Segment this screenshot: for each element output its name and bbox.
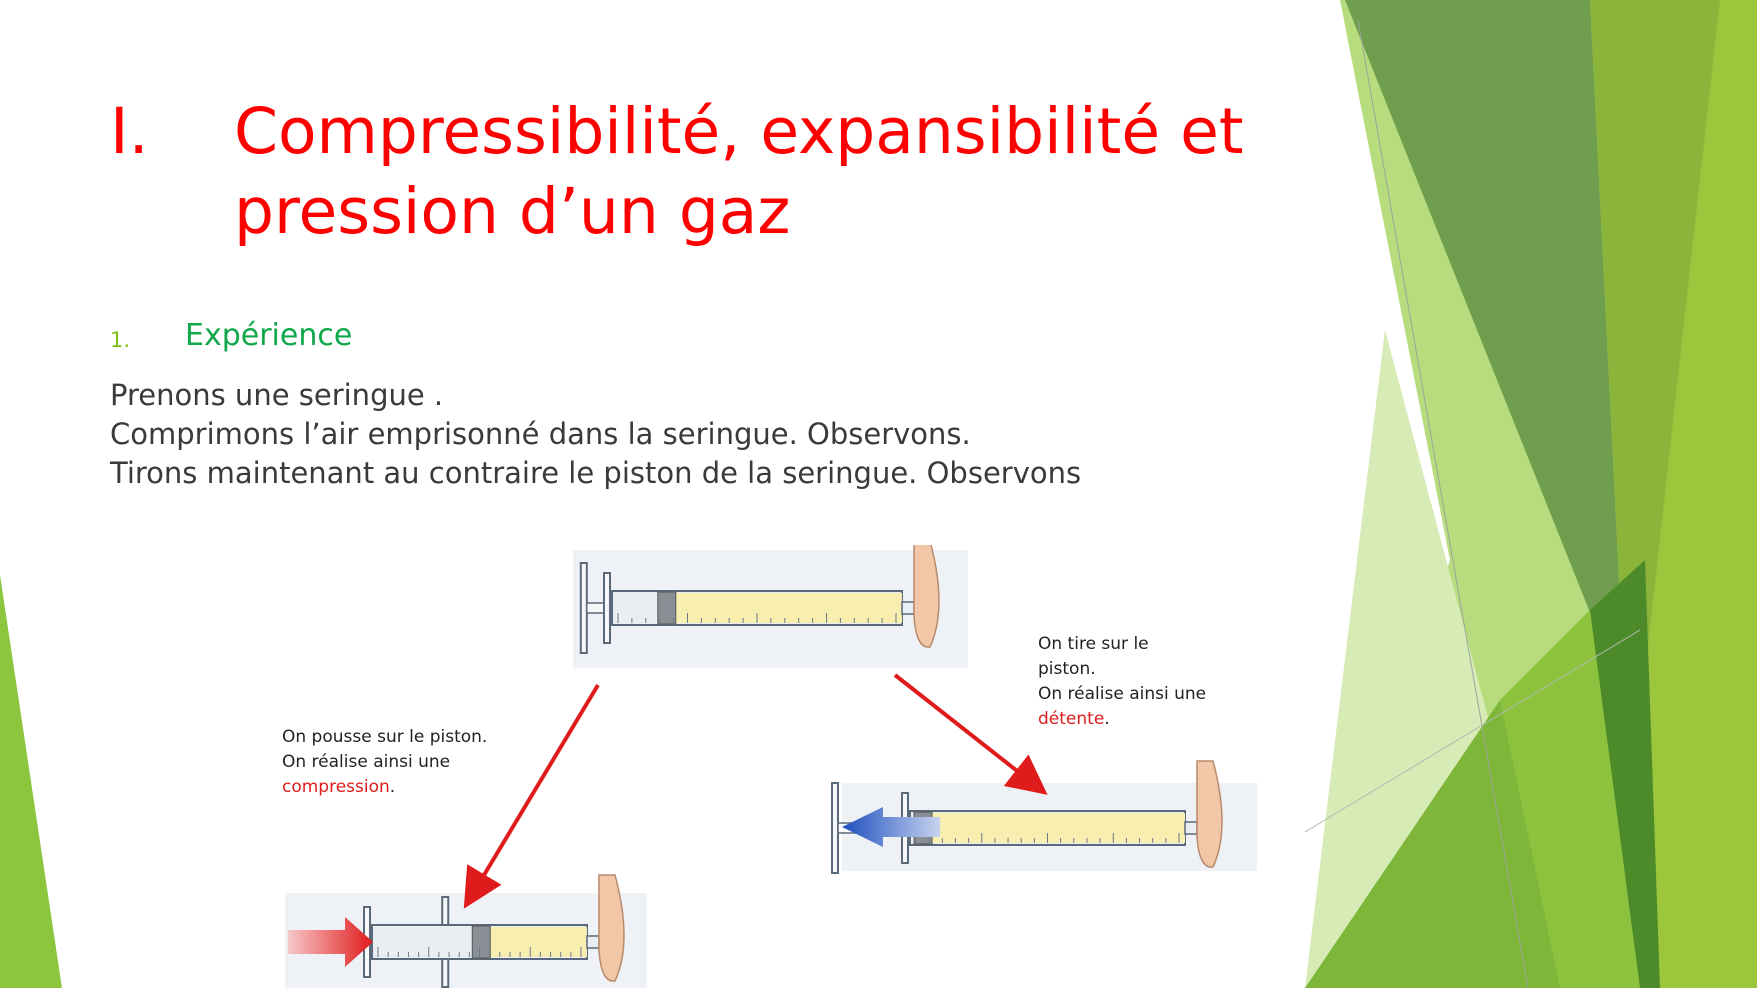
detente-highlight: détente — [1038, 709, 1105, 729]
plunger-handle — [832, 783, 838, 873]
syringe-nozzle — [587, 936, 599, 948]
detente-caption — [1038, 632, 1206, 732]
air-region — [932, 813, 1185, 843]
title-line-2: pression d’un gaz — [234, 175, 791, 248]
compression-caption-line-1: On pousse sur le piston. — [282, 727, 488, 747]
left-green-facet — [0, 575, 62, 988]
finger — [914, 545, 939, 647]
piston-head — [472, 926, 490, 958]
detente-caption-line-4 — [1038, 707, 1206, 732]
detente-caption-line-3: On réalise ainsi une — [1038, 684, 1207, 704]
title-line-1: Compressibilité, expansibilité et — [234, 95, 1244, 168]
subheading-text: Expérience — [185, 318, 353, 353]
syringe-figure — [270, 545, 1270, 988]
syringe-nozzle — [1185, 822, 1197, 834]
syringe-top — [573, 545, 968, 668]
title-number: I. — [110, 95, 149, 168]
arrow-to-compression — [472, 685, 598, 895]
body-line-3: Tirons maintenant au contraire le piston de la seringue. Observons — [110, 456, 1082, 490]
body-line-2: Comprimons l’air emprisonné dans la seringue. Observons. — [110, 417, 971, 451]
compression-caption-line-2: On réalise ainsi une — [282, 752, 451, 772]
compression-period: . — [389, 777, 396, 797]
plunger-handle — [581, 563, 587, 653]
subheading-number: 1. — [110, 328, 131, 352]
detente-period: . — [1104, 709, 1110, 729]
syringe-nozzle — [902, 602, 914, 614]
air-region — [490, 927, 587, 957]
compression-caption — [282, 725, 487, 800]
compression-caption-line-3 — [282, 775, 487, 800]
finger — [599, 875, 624, 981]
body-line-1: Prenons une seringue . — [110, 378, 444, 412]
compression-highlight: compression — [282, 777, 390, 797]
barrel-flange — [604, 573, 610, 643]
arrow-to-expansion — [895, 675, 1035, 785]
detente-caption-line-1: On tire sur le — [1038, 634, 1149, 654]
finger — [1197, 761, 1222, 867]
detente-caption-line-2: piston. — [1038, 659, 1096, 679]
body-text — [110, 376, 1210, 493]
piston-head — [658, 592, 676, 624]
